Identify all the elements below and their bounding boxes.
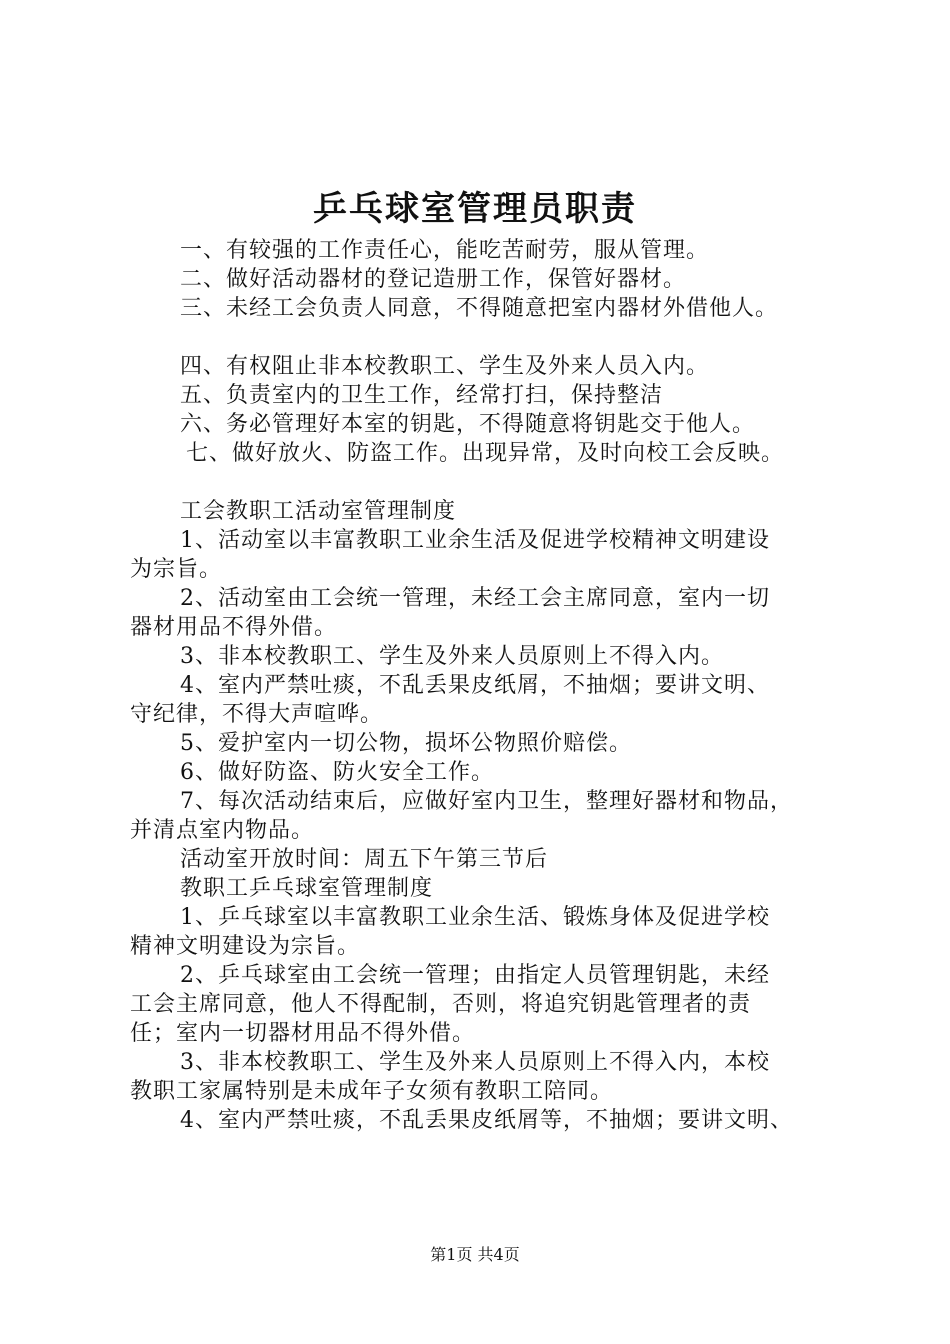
rule-line: 7、每次活动结束后，应做好室内卫生，整理好器材和物品， [180, 789, 793, 814]
rule-line: 2、活动室由工会统一管理，未经工会主席同意，室内一切 [180, 586, 770, 611]
duty-line-4: 四、有权阻止非本校教职工、学生及外来人员入内。 [180, 354, 710, 379]
opening-hours: 活动室开放时间：周五下午第三节后 [180, 847, 549, 872]
rule-line: 任；室内一切器材用品不得外借。 [130, 1021, 476, 1046]
rule-line: 教职工家属特别是未成年子女须有教职工陪同。 [130, 1079, 614, 1104]
rule-line: 器材用品不得外借。 [130, 615, 338, 640]
rule-line: 3、非本校教职工、学生及外来人员原则上不得入内，本校 [180, 1050, 770, 1075]
rule-line: 4、室内严禁吐痰，不乱丢果皮纸屑，不抽烟；要讲文明、 [180, 673, 770, 698]
section-heading: 工会教职工活动室管理制度 [180, 499, 457, 524]
rule-line: 6、做好防盗、防火安全工作。 [180, 760, 494, 785]
page-footer: 第1页 共4页 [430, 1245, 520, 1264]
rule-line: 5、爱护室内一切公物，损坏公物照价赔偿。 [180, 731, 632, 756]
spacer [130, 323, 850, 352]
rule-line: 守纪律，不得大声喧哗。 [130, 702, 384, 727]
duty-line-6: 六、务必管理好本室的钥匙，不得随意将钥匙交于他人。 [180, 412, 756, 437]
rule-line: 1、乒乓球室以丰富教职工业余生活、锻炼身体及促进学校 [180, 905, 770, 930]
rule-line: 1、活动室以丰富教职工业余生活及促进学校精神文明建设 [180, 528, 770, 553]
rule-line: 3、非本校教职工、学生及外来人员原则上不得入内。 [180, 644, 724, 669]
document-body [130, 236, 850, 1135]
section-heading: 教职工乒乓球室管理制度 [180, 876, 434, 901]
duty-line-1: 一、有较强的工作责任心，能吃苦耐劳，服从管理。 [180, 238, 710, 263]
document-title: 乒乓球室管理员职责 [313, 189, 637, 229]
rule-line: 为宗旨。 [130, 557, 223, 582]
rule-line: 工会主席同意，他人不得配制，否则，将追究钥匙管理者的责 [130, 992, 752, 1017]
rule-line: 2、乒乓球室由工会统一管理；由指定人员管理钥匙，未经 [180, 963, 770, 988]
rule-line: 并清点室内物品。 [130, 818, 315, 843]
duty-line-5: 五、负责室内的卫生工作，经常打扫，保持整洁 [180, 383, 664, 408]
rule-line: 4、室内严禁吐痰，不乱丢果皮纸屑等，不抽烟；要讲文明、 [180, 1108, 793, 1133]
duty-line-3: 三、未经工会负责人同意，不得随意把室内器材外借他人。 [180, 296, 779, 321]
duty-line-7: 七、做好放火、防盗工作。出现异常，及时向校工会反映。 [186, 441, 785, 466]
spacer [130, 468, 850, 497]
rule-line: 精神文明建设为宗旨。 [130, 934, 361, 959]
duty-line-2: 二、做好活动器材的登记造册工作，保管好器材。 [180, 267, 687, 292]
